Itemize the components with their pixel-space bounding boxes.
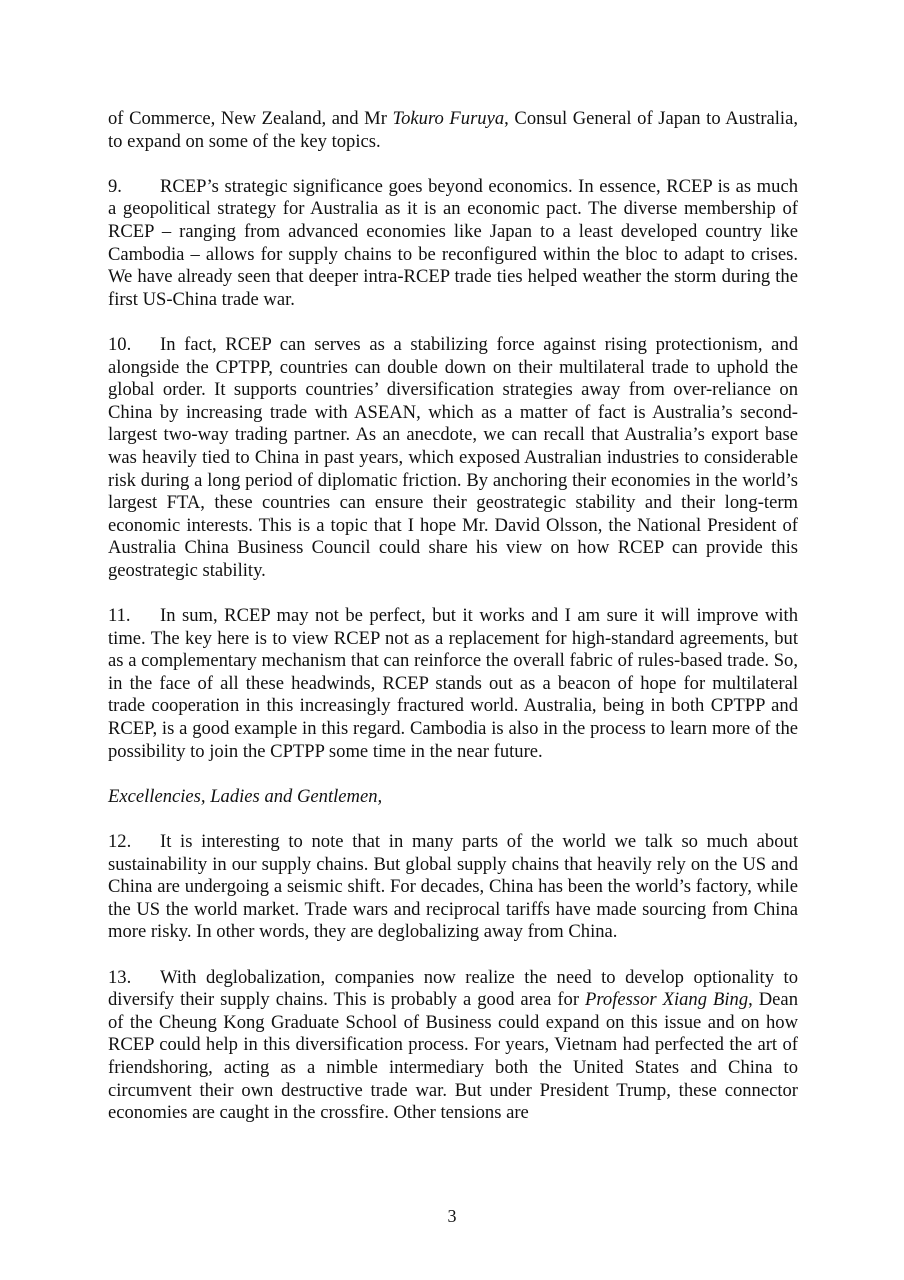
text-segment: of Commerce, New Zealand, and Mr	[108, 108, 393, 129]
salutation	[108, 786, 798, 809]
text-segment: , Consul General of Japan to Australia, to expand on some of the key topics.	[108, 108, 799, 152]
text-segment: It is interesting to note that in many parts of the world we talk so much about sustainability in our supply chains. But global supply chains that heavily rely on the US and China are undergoing a seismic shift. For decades, China has been the world’s factory, while the US the world market. Trade wars and reciprocal tariffs have made sourcing from China more risky. In other words, they are deglobalizing away from China.	[108, 831, 798, 943]
paragraph-13	[108, 967, 798, 1125]
name-tokuro-furuya: Tokuro Furuya	[392, 108, 505, 129]
salutation-text: Excellencies, Ladies and Gentlemen,	[108, 785, 383, 807]
paragraph-number: 11.	[108, 605, 131, 627]
page-number: 3	[447, 1206, 457, 1226]
paragraph-10	[108, 334, 798, 583]
paragraph-number: 10.	[108, 333, 132, 355]
text-segment: , Dean of the Cheung Kong Graduate School of Business could expand on this issue and on how RCEP could help in this diversification process. For years, Vietnam had perfected the art of friendshoring, acting as a nimble intermediary both the United States and China to circumvent their own destructive trade war. But under President Trump, these connector economies are caught in the crossfire. Other tensions are	[108, 989, 798, 1124]
paragraph-number: 12.	[108, 831, 132, 852]
text-segment: With deglobalization, companies now realize the need to develop optionality to diversify their supply chains. This is probably a good area for	[108, 966, 798, 1011]
paragraph-8-continued	[108, 108, 798, 153]
text-segment: In sum, RCEP may not be perfect, but it works and I am sure it will improve with time. The key here is to view RCEP not as a replacement for high-standard agreements, but as a complementary mechanism that can reinforce the overall fabric of rules-based trade. So, in the face of all these headwinds, RCEP stands out as a beacon of hope for multilateral trade cooperation in this increasingly fractured world. Australia, being in both CPTPP and RCEP, is a good example in this regard. Cambodia is also in the process to learn more of the possibility to join the CPTPP some time in the near future.	[108, 605, 798, 762]
paragraph-9	[108, 176, 798, 312]
paragraph-number: 9.	[108, 175, 122, 197]
text-segment: RCEP’s strategic significance goes beyond economics. In essence, RCEP is as much a geopolitical strategy for Australia as it is an economic pact. The diverse membership of RCEP – ranging from advanced economies like Japan to a least developed country like Cambodia – allows for supply chains to be reconfigured within the bloc to adapt to crises. We have already seen that deeper intra-RCEP trade ties helped weather the storm during the first US-China trade war.	[108, 175, 798, 310]
text-segment: In fact, RCEP can serves as a stabilizing force against rising protectionism, and alongside the CPTPP, countries can double down on their multilateral trade to uphold the global order. It supports countries’ diversification strategies away from over-reliance on China by increasing trade with ASEAN, which as a matter of fact is Australia’s second-largest two-way trading partner. As an anecdote, we can recall that Australia’s export base was heavily tied to China in past years, which exposed Australian industries to considerable risk during a long period of diplomatic friction. By anchoring their economies in the world’s largest FTA, these countries can ensure their geostrategic stability and their long-term economic interests. This is a topic that I hope Mr. David Olsson, the National President of Australia China Business Council could share his view on how RCEP can provide this geostrategic stability.	[108, 333, 798, 581]
paragraph-11	[108, 605, 798, 763]
paragraph-12	[108, 831, 798, 944]
paragraph-number: 13.	[108, 966, 132, 988]
name-xiang-bing: Professor Xiang Bing	[585, 989, 749, 1011]
document-page	[108, 108, 798, 1147]
